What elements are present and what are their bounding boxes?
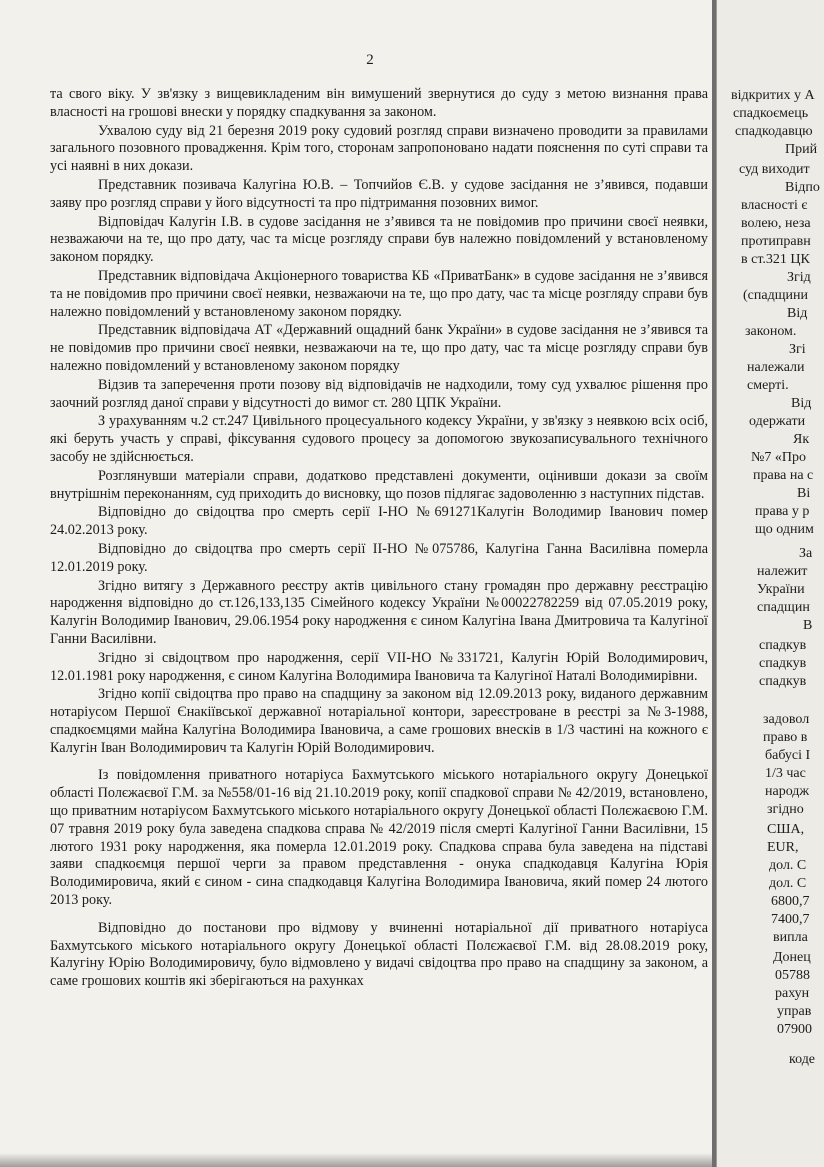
paragraph: Представник позивача Калугіна Ю.В. – Топчийов Є.В. у судове засідання не з’явився, подавши заяву про розгляд справи у його відсутності та про підтримання позовних вимог. bbox=[50, 176, 708, 211]
paragraph: Відзив та заперечення проти позову від відповідачів не надходили, тому суд ухвалює рішення про заочний розгляд даної справи у відсутності до вимог ст. 280 ЦПК України. bbox=[50, 376, 708, 411]
fragment: власності є bbox=[741, 198, 808, 213]
paragraph: Із повідомлення приватного нотаріуса Бахмутського міського нотаріального округу Донецької області Полєжаєвої Г.М. за №558/01-16 від 21.10.2019 року, копії спадкової справи № 42/2019, встановлено, що приватним нотаріусом Бахмутського міського нотаріального округу Донецької області Полєжаєвою Г.М. 07 травня 2019 року була заведена спадкова справа № 42/2019 після смерті Калугіної Ганни Василівни, 15 лютого 1931 року народження, яка померла 12.01.2019 року. Спадкова справа була заведена на підставі заяви спадкоємця першої черги за правом представлення - онука спадкодавця Калугіна Юрія Володимировича, який є сином - сина спадкодавця Калугіна Володимира Івановича, який помер 24 лютого 2013 року. bbox=[50, 767, 708, 909]
fragment: права у р bbox=[755, 504, 810, 519]
fragment: 7400,7 bbox=[771, 912, 810, 927]
fragment: дол. С bbox=[769, 858, 807, 873]
fragment: Як bbox=[793, 432, 810, 447]
fragment: що одним bbox=[755, 522, 814, 537]
document-body bbox=[50, 86, 708, 992]
fragment: права на с bbox=[753, 468, 814, 483]
fragment: США, bbox=[767, 822, 805, 837]
fragment: Прий bbox=[785, 142, 818, 157]
fragment: EUR, bbox=[767, 840, 799, 855]
fragment: задовол bbox=[763, 712, 810, 727]
fragment: (спадщини bbox=[743, 288, 808, 303]
fragment: смерті. bbox=[747, 378, 789, 393]
page-shadow bbox=[0, 1153, 712, 1167]
paragraph: Відповідно до свідоцтва про смерть серії ІІ-НО №075786, Калугіна Ганна Василівна померла 12.01.2019 року. bbox=[50, 540, 708, 575]
fragment: згідно bbox=[767, 802, 804, 817]
fragment: спадкув bbox=[759, 656, 807, 671]
fragment: За bbox=[799, 546, 813, 561]
paragraph: Ухвалою суду від 21 березня 2019 року судовий розгляд справи визначено проводити за правилами загального позовного провадження. Крім того, сторонам запропоновано надати пояснення по суті справи та усі наявні в них докази. bbox=[50, 122, 708, 175]
fragment: В bbox=[803, 618, 813, 633]
paragraph: Відповідно до свідоцтва про смерть серії І-НО №691271Калугін Володимир Іванович помер 24.02.2013 року. bbox=[50, 504, 708, 539]
fragment: України bbox=[757, 582, 805, 597]
fragment: Від bbox=[791, 396, 812, 411]
fragment: волею, неза bbox=[741, 216, 811, 231]
fragment: спадкоємець bbox=[733, 106, 809, 121]
fragment: Згі bbox=[789, 342, 806, 357]
fragment: в ст.321 ЦК bbox=[741, 252, 810, 267]
fragment: бабусі I bbox=[765, 748, 811, 763]
fragment: рахун bbox=[775, 986, 810, 1001]
fragment: відкритих у А bbox=[731, 88, 815, 103]
adjacent-page bbox=[716, 0, 824, 1167]
fragment: 6800,7 bbox=[771, 894, 810, 909]
fragment: спадщин bbox=[757, 600, 810, 615]
fragment: протиправн bbox=[741, 234, 811, 249]
fragment: 07900 bbox=[777, 1022, 812, 1037]
paragraph: Відповідач Калугін І.В. в судове засідання не з’явився та не повідомив про причини своєї неявки, незважаючи на те, що про дату, час та місце розгляду справи був належно повідомлений у встановленому законом порядку. bbox=[50, 213, 708, 266]
paragraph: Відповідно до постанови про відмову у вчиненні нотаріальної дії приватного нотаріуса Бахмутського міського нотаріального округу Донецької області Полєжаєвої Г.М. від 28.08.2019 року, Калугіну Юрію Володимировичу, було відмовлено у видачі свідоцтва про право на спадщину за законом, а саме грошових коштів які зберігаються на рахунках bbox=[50, 919, 708, 990]
paragraph: та свого віку. У зв'язку з вищевикладеним він вимушений звернутися до суду з метою визнання права власності на грошові внески у порядку спадкування за законом. bbox=[50, 86, 708, 120]
paragraph: Згідно витягу з Державного реєстру актів цивільного стану громадян про державну реєстрацію народження відповідно до ст.126,133,135 Сімейного кодексу України №00022782259 від 07.05.2019 року, Калугін Володимир Іванович, 29.06.1954 року народження є сином Калугіна Івана Дмитровича та Калугіної Ганни Василівни. bbox=[50, 577, 708, 647]
fragment: належит bbox=[757, 564, 808, 579]
paragraph: Розглянувши матеріали справи, додатково представлені документи, оцінивши докази за своїм внутрішнім переконанням, суд приходить до висновку, що позов підлягає задоволенню з наступних підстав. bbox=[50, 467, 708, 502]
paragraph: Згідно копії свідоцтва про право на спадщину за законом від 12.09.2013 року, виданого державним нотаріусом Першої Єнакіївської державної нотаріальної контори, зареєстроване в реєстрі за №3-1988, спадкоємцями майна Калугіна Володимира Івановича, а саме грошових внесків в 1/3 частині на кожного є Калугін Іван Володимирович та Калугін Юрій Володимирович. bbox=[50, 686, 708, 756]
page-number: 2 bbox=[366, 52, 374, 68]
paragraph: Представник відповідача АТ «Державний ощадний банк України» в судове засідання не з’явився та не повідомив про причини своєї неявки, незважаючи на те, що про дату, час та місце розгляду справи був належно повідомлений у встановленому законом порядку bbox=[50, 322, 708, 374]
fragment: суд виходит bbox=[739, 162, 810, 177]
fragment: випла bbox=[773, 930, 808, 945]
fragment: належали bbox=[747, 360, 805, 375]
fragment: коде bbox=[789, 1052, 816, 1067]
paragraph: Представник відповідача Акціонерного товариства КБ «ПриватБанк» в судове засідання не з’явився та не повідомив про причини своєї неявки, незважаючи на те, що про дату, час та місце розгляду справи був належно повідомлений у встановленому законом порядку. bbox=[50, 267, 708, 320]
fragment: Від bbox=[787, 306, 808, 321]
fragment: спадкув bbox=[759, 638, 807, 653]
fragment: №7 «Про bbox=[751, 450, 806, 465]
fragment: 1/3 час bbox=[765, 766, 806, 781]
fragment: 05788 bbox=[775, 968, 810, 983]
fragment: народж bbox=[765, 784, 810, 799]
fragment: спадкодавцю bbox=[735, 124, 813, 139]
paragraph: З урахуванням ч.2 ст.247 Цивільного процесуального кодексу України, у зв'язку з неявкою всіх осіб, які беруть участь у справі, фіксування судового процесу за допомогою звукозаписувального технічного засобу не здійснюється. bbox=[50, 413, 708, 465]
paragraph: Згідно зі свідоцтвом про народження, серії VII-НО №331721, Калугін Юрій Володимирович, 12.01.1981 року народження, є сином Калугіна Володимира Івановича та Калугіної Наталі Володимирівни. bbox=[50, 649, 708, 684]
fragment: право в bbox=[763, 730, 808, 745]
fragment: Згід bbox=[787, 270, 811, 285]
fragment: дол. С bbox=[769, 876, 807, 891]
fragment: Ві bbox=[797, 486, 811, 501]
fragment: одержати bbox=[749, 414, 806, 429]
fragment: управ bbox=[777, 1004, 812, 1019]
fragment: спадкув bbox=[759, 674, 807, 689]
fragment: законом. bbox=[745, 324, 797, 339]
fragment: Донец bbox=[773, 950, 811, 965]
fragment: Відпо bbox=[785, 180, 820, 195]
